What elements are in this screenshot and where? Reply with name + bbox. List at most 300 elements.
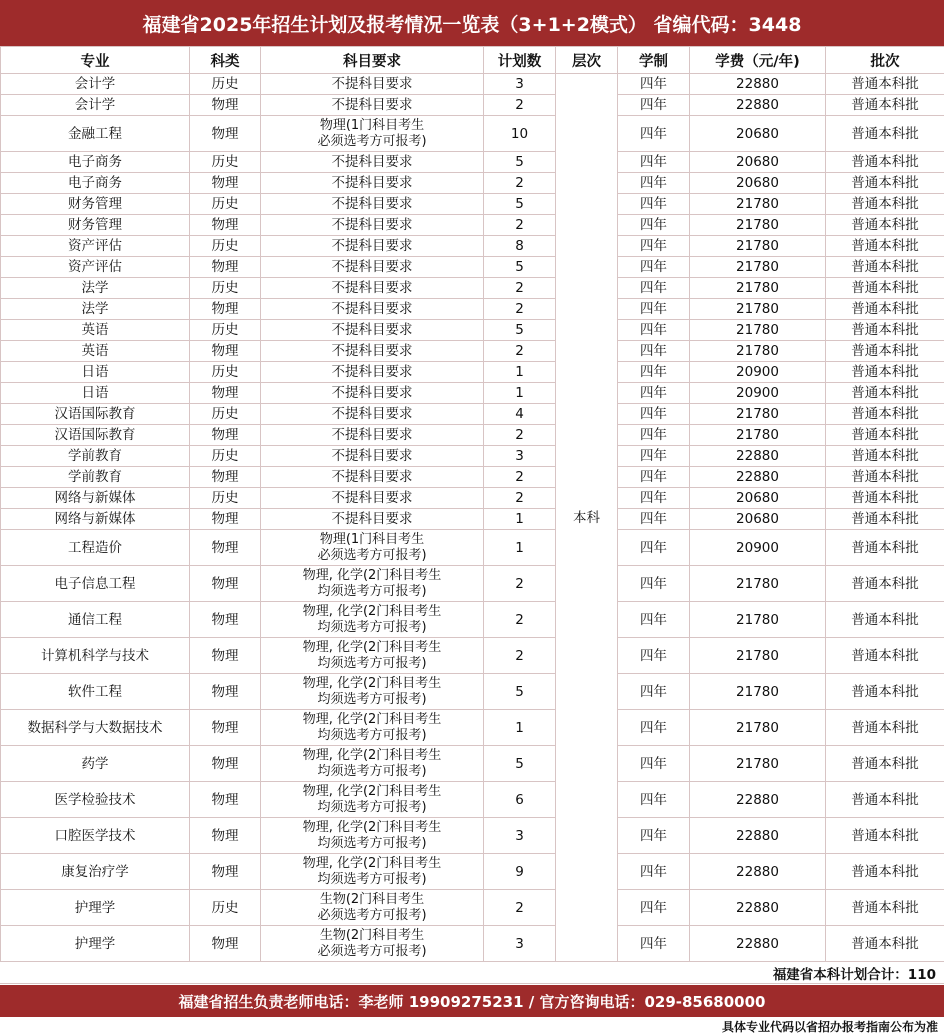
cell-subject: 历史 — [190, 890, 261, 926]
cell-plan: 9 — [484, 854, 556, 890]
cell-years: 四年 — [618, 566, 690, 602]
cell-major: 网络与新媒体 — [1, 488, 190, 509]
cell-plan: 3 — [484, 818, 556, 854]
cell-years: 四年 — [618, 194, 690, 215]
cell-major: 口腔医学技术 — [1, 818, 190, 854]
requirement-text — [261, 820, 483, 852]
cell-plan: 5 — [484, 320, 556, 341]
cell-subject: 物理 — [190, 710, 261, 746]
table-row — [1, 602, 944, 638]
cell-plan: 5 — [484, 746, 556, 782]
cell-years: 四年 — [618, 215, 690, 236]
cell-subject: 历史 — [190, 362, 261, 383]
cell-requirement: 不提科目要求 — [261, 74, 484, 95]
cell-requirement — [261, 746, 484, 782]
cell-batch: 普通本科批 — [826, 425, 944, 446]
requirement-line: 均须选考方可报考) — [317, 871, 427, 887]
cell-major: 医学检验技术 — [1, 782, 190, 818]
cell-subject: 物理 — [190, 854, 261, 890]
header-major: 专业 — [1, 47, 190, 74]
cell-level: 本科 — [556, 74, 618, 962]
cell-batch: 普通本科批 — [826, 602, 944, 638]
table-row — [1, 890, 944, 926]
cell-major: 学前教育 — [1, 446, 190, 467]
cell-plan: 4 — [484, 404, 556, 425]
table-row — [1, 257, 944, 278]
cell-subject: 历史 — [190, 446, 261, 467]
requirement-line: 均须选考方可报考) — [317, 727, 427, 743]
cell-major: 汉语国际教育 — [1, 425, 190, 446]
table-row — [1, 710, 944, 746]
table-row — [1, 383, 944, 404]
cell-batch: 普通本科批 — [826, 215, 944, 236]
cell-plan: 3 — [484, 446, 556, 467]
cell-major: 财务管理 — [1, 194, 190, 215]
page-title: 福建省2025年招生计划及报考情况一览表（3+1+2模式） 省编代码：3448 — [0, 0, 944, 46]
cell-years: 四年 — [618, 236, 690, 257]
cell-years: 四年 — [618, 818, 690, 854]
cell-plan: 6 — [484, 782, 556, 818]
table-row — [1, 173, 944, 194]
cell-requirement: 不提科目要求 — [261, 194, 484, 215]
cell-years: 四年 — [618, 710, 690, 746]
cell-plan: 2 — [484, 425, 556, 446]
cell-requirement — [261, 782, 484, 818]
requirement-line: 物理, 化学(2门科目考生 — [302, 567, 442, 583]
table-row — [1, 278, 944, 299]
cell-major: 金融工程 — [1, 116, 190, 152]
table-row — [1, 341, 944, 362]
cell-requirement: 不提科目要求 — [261, 341, 484, 362]
cell-subject: 物理 — [190, 215, 261, 236]
table-row — [1, 446, 944, 467]
cell-requirement: 不提科目要求 — [261, 404, 484, 425]
cell-years: 四年 — [618, 74, 690, 95]
cell-plan: 5 — [484, 194, 556, 215]
cell-years: 四年 — [618, 95, 690, 116]
cell-plan: 1 — [484, 383, 556, 404]
cell-plan: 1 — [484, 530, 556, 566]
cell-fee: 21780 — [690, 566, 826, 602]
cell-major: 电子信息工程 — [1, 566, 190, 602]
cell-subject: 物理 — [190, 674, 261, 710]
cell-batch: 普通本科批 — [826, 674, 944, 710]
cell-years: 四年 — [618, 362, 690, 383]
cell-plan: 2 — [484, 890, 556, 926]
table-row — [1, 425, 944, 446]
cell-major: 药学 — [1, 746, 190, 782]
requirement-text — [261, 676, 483, 708]
header-subject: 科类 — [190, 47, 261, 74]
requirement-line: 物理, 化学(2门科目考生 — [302, 711, 442, 727]
cell-batch: 普通本科批 — [826, 278, 944, 299]
cell-fee: 21780 — [690, 674, 826, 710]
cell-major: 英语 — [1, 341, 190, 362]
cell-requirement: 不提科目要求 — [261, 320, 484, 341]
cell-requirement: 不提科目要求 — [261, 467, 484, 488]
cell-plan: 10 — [484, 116, 556, 152]
cell-requirement — [261, 116, 484, 152]
cell-requirement — [261, 890, 484, 926]
cell-plan: 2 — [484, 602, 556, 638]
requirement-text — [261, 532, 483, 564]
cell-batch: 普通本科批 — [826, 782, 944, 818]
requirement-line: 物理, 化学(2门科目考生 — [302, 819, 442, 835]
cell-requirement: 不提科目要求 — [261, 509, 484, 530]
cell-requirement — [261, 854, 484, 890]
cell-major: 会计学 — [1, 95, 190, 116]
cell-subject: 物理 — [190, 425, 261, 446]
cell-plan: 1 — [484, 509, 556, 530]
cell-batch: 普通本科批 — [826, 236, 944, 257]
cell-batch: 普通本科批 — [826, 152, 944, 173]
cell-requirement: 不提科目要求 — [261, 488, 484, 509]
table-row — [1, 926, 944, 962]
cell-major: 电子商务 — [1, 173, 190, 194]
cell-batch: 普通本科批 — [826, 854, 944, 890]
requirement-line: 均须选考方可报考) — [317, 691, 427, 707]
cell-major: 工程造价 — [1, 530, 190, 566]
cell-batch: 普通本科批 — [826, 95, 944, 116]
cell-subject: 历史 — [190, 278, 261, 299]
cell-major: 英语 — [1, 320, 190, 341]
cell-plan: 8 — [484, 236, 556, 257]
table-row — [1, 215, 944, 236]
cell-subject: 物理 — [190, 602, 261, 638]
cell-years: 四年 — [618, 152, 690, 173]
requirement-line: 物理, 化学(2门科目考生 — [302, 747, 442, 763]
cell-plan: 5 — [484, 257, 556, 278]
cell-requirement — [261, 566, 484, 602]
requirement-line: 均须选考方可报考) — [317, 655, 427, 671]
table-row — [1, 467, 944, 488]
requirement-line: 物理, 化学(2门科目考生 — [302, 855, 442, 871]
total-summary: 福建省本科计划合计：110 — [0, 962, 944, 984]
cell-subject: 历史 — [190, 152, 261, 173]
requirement-line: 均须选考方可报考) — [317, 835, 427, 851]
cell-requirement — [261, 530, 484, 566]
table-row — [1, 488, 944, 509]
table-row — [1, 95, 944, 116]
cell-batch: 普通本科批 — [826, 194, 944, 215]
cell-plan: 2 — [484, 278, 556, 299]
cell-fee: 21780 — [690, 236, 826, 257]
table-row — [1, 746, 944, 782]
cell-years: 四年 — [618, 926, 690, 962]
cell-major: 计算机科学与技术 — [1, 638, 190, 674]
cell-batch: 普通本科批 — [826, 467, 944, 488]
cell-fee: 21780 — [690, 341, 826, 362]
requirement-line: 必须选考方可报考) — [317, 547, 427, 563]
requirement-line: 生物(2门科目考生 — [319, 891, 425, 907]
cell-batch: 普通本科批 — [826, 320, 944, 341]
cell-plan: 2 — [484, 95, 556, 116]
header-plan: 计划数 — [484, 47, 556, 74]
cell-major: 会计学 — [1, 74, 190, 95]
cell-major: 法学 — [1, 299, 190, 320]
cell-fee: 22880 — [690, 446, 826, 467]
cell-requirement: 不提科目要求 — [261, 173, 484, 194]
requirement-line: 必须选考方可报考) — [317, 133, 427, 149]
cell-batch: 普通本科批 — [826, 446, 944, 467]
cell-fee: 21780 — [690, 638, 826, 674]
cell-years: 四年 — [618, 488, 690, 509]
cell-fee: 21780 — [690, 257, 826, 278]
cell-major: 汉语国际教育 — [1, 404, 190, 425]
requirement-line: 物理, 化学(2门科目考生 — [302, 603, 442, 619]
cell-subject: 物理 — [190, 383, 261, 404]
table-row — [1, 236, 944, 257]
table-row — [1, 674, 944, 710]
cell-requirement: 不提科目要求 — [261, 152, 484, 173]
cell-fee: 21780 — [690, 194, 826, 215]
cell-batch: 普通本科批 — [826, 299, 944, 320]
cell-fee: 22880 — [690, 782, 826, 818]
cell-major: 通信工程 — [1, 602, 190, 638]
cell-requirement: 不提科目要求 — [261, 383, 484, 404]
requirement-text — [261, 892, 483, 924]
cell-requirement: 不提科目要求 — [261, 299, 484, 320]
table-row — [1, 782, 944, 818]
cell-requirement — [261, 602, 484, 638]
cell-plan: 2 — [484, 566, 556, 602]
table-row — [1, 854, 944, 890]
cell-subject: 物理 — [190, 530, 261, 566]
cell-batch: 普通本科批 — [826, 710, 944, 746]
requirement-text — [261, 784, 483, 816]
requirement-text — [261, 640, 483, 672]
cell-plan: 1 — [484, 362, 556, 383]
cell-subject: 物理 — [190, 299, 261, 320]
table-row — [1, 530, 944, 566]
table-row — [1, 566, 944, 602]
cell-years: 四年 — [618, 746, 690, 782]
cell-major: 数据科学与大数据技术 — [1, 710, 190, 746]
cell-requirement: 不提科目要求 — [261, 446, 484, 467]
cell-subject: 物理 — [190, 566, 261, 602]
cell-subject: 物理 — [190, 173, 261, 194]
requirement-line: 均须选考方可报考) — [317, 619, 427, 635]
requirement-line: 生物(2门科目考生 — [319, 927, 425, 943]
cell-major: 日语 — [1, 383, 190, 404]
cell-fee: 22880 — [690, 926, 826, 962]
cell-years: 四年 — [618, 173, 690, 194]
enrollment-plan-table — [0, 46, 944, 962]
cell-subject: 物理 — [190, 467, 261, 488]
requirement-line: 均须选考方可报考) — [317, 763, 427, 779]
table-row — [1, 818, 944, 854]
table-row — [1, 74, 944, 95]
cell-requirement — [261, 710, 484, 746]
contact-bar: 福建省招生负责老师电话：李老师 19909275231 / 官方咨询电话：029-85680000 — [0, 985, 944, 1017]
cell-fee: 21780 — [690, 215, 826, 236]
cell-major: 康复治疗学 — [1, 854, 190, 890]
cell-batch: 普通本科批 — [826, 746, 944, 782]
cell-subject: 物理 — [190, 746, 261, 782]
cell-years: 四年 — [618, 446, 690, 467]
cell-years: 四年 — [618, 674, 690, 710]
cell-major: 护理学 — [1, 890, 190, 926]
cell-requirement: 不提科目要求 — [261, 278, 484, 299]
cell-batch: 普通本科批 — [826, 362, 944, 383]
requirement-line: 必须选考方可报考) — [317, 943, 427, 959]
table-row — [1, 116, 944, 152]
cell-major: 日语 — [1, 362, 190, 383]
requirement-text — [261, 928, 483, 960]
requirement-text — [261, 118, 483, 150]
cell-fee: 21780 — [690, 425, 826, 446]
cell-years: 四年 — [618, 383, 690, 404]
cell-subject: 历史 — [190, 236, 261, 257]
header-years: 学制 — [618, 47, 690, 74]
header-fee: 学费（元/年) — [690, 47, 826, 74]
cell-batch: 普通本科批 — [826, 173, 944, 194]
cell-fee: 20900 — [690, 530, 826, 566]
cell-requirement: 不提科目要求 — [261, 362, 484, 383]
cell-subject: 历史 — [190, 404, 261, 425]
cell-subject: 历史 — [190, 320, 261, 341]
cell-major: 学前教育 — [1, 467, 190, 488]
cell-requirement: 不提科目要求 — [261, 236, 484, 257]
cell-fee: 22880 — [690, 818, 826, 854]
table-row — [1, 299, 944, 320]
table-row — [1, 362, 944, 383]
cell-plan: 2 — [484, 488, 556, 509]
cell-subject: 物理 — [190, 116, 261, 152]
cell-fee: 21780 — [690, 320, 826, 341]
requirement-line: 物理, 化学(2门科目考生 — [302, 639, 442, 655]
cell-fee: 20680 — [690, 152, 826, 173]
cell-fee: 20680 — [690, 116, 826, 152]
cell-fee: 21780 — [690, 746, 826, 782]
cell-subject: 历史 — [190, 194, 261, 215]
cell-fee: 22880 — [690, 95, 826, 116]
cell-years: 四年 — [618, 530, 690, 566]
cell-major: 资产评估 — [1, 236, 190, 257]
cell-plan: 2 — [484, 299, 556, 320]
cell-batch: 普通本科批 — [826, 926, 944, 962]
cell-requirement: 不提科目要求 — [261, 425, 484, 446]
cell-years: 四年 — [618, 425, 690, 446]
cell-subject: 历史 — [190, 488, 261, 509]
cell-batch: 普通本科批 — [826, 257, 944, 278]
cell-plan: 2 — [484, 467, 556, 488]
header-requirement: 科目要求 — [261, 47, 484, 74]
cell-fee: 20900 — [690, 383, 826, 404]
table-body — [1, 74, 944, 962]
cell-fee: 22880 — [690, 74, 826, 95]
cell-requirement — [261, 818, 484, 854]
cell-fee: 22880 — [690, 890, 826, 926]
cell-major: 护理学 — [1, 926, 190, 962]
requirement-text — [261, 604, 483, 636]
cell-batch: 普通本科批 — [826, 818, 944, 854]
cell-batch: 普通本科批 — [826, 116, 944, 152]
cell-plan: 2 — [484, 638, 556, 674]
cell-batch: 普通本科批 — [826, 383, 944, 404]
cell-years: 四年 — [618, 602, 690, 638]
cell-fee: 21780 — [690, 710, 826, 746]
cell-major: 资产评估 — [1, 257, 190, 278]
requirement-line: 物理, 化学(2门科目考生 — [302, 783, 442, 799]
cell-subject: 物理 — [190, 638, 261, 674]
cell-fee: 20680 — [690, 509, 826, 530]
cell-years: 四年 — [618, 404, 690, 425]
header-batch: 批次 — [826, 47, 944, 74]
cell-years: 四年 — [618, 278, 690, 299]
cell-subject: 物理 — [190, 926, 261, 962]
cell-years: 四年 — [618, 299, 690, 320]
cell-batch: 普通本科批 — [826, 566, 944, 602]
cell-major: 电子商务 — [1, 152, 190, 173]
cell-batch: 普通本科批 — [826, 488, 944, 509]
requirement-line: 物理(1门科目考生 — [319, 531, 425, 547]
cell-years: 四年 — [618, 638, 690, 674]
header-level: 层次 — [556, 47, 618, 74]
table-row — [1, 194, 944, 215]
cell-years: 四年 — [618, 257, 690, 278]
requirement-line: 物理(1门科目考生 — [319, 117, 425, 133]
cell-fee: 20900 — [690, 362, 826, 383]
cell-requirement — [261, 674, 484, 710]
cell-years: 四年 — [618, 854, 690, 890]
cell-subject: 物理 — [190, 95, 261, 116]
cell-batch: 普通本科批 — [826, 74, 944, 95]
cell-plan: 2 — [484, 341, 556, 362]
cell-plan: 5 — [484, 674, 556, 710]
footnote: 具体专业代码以省招办报考指南公布为准 — [721, 1019, 938, 1034]
cell-fee: 21780 — [690, 602, 826, 638]
cell-plan: 5 — [484, 152, 556, 173]
cell-years: 四年 — [618, 509, 690, 530]
cell-years: 四年 — [618, 890, 690, 926]
cell-requirement: 不提科目要求 — [261, 95, 484, 116]
cell-years: 四年 — [618, 467, 690, 488]
cell-fee: 22880 — [690, 854, 826, 890]
cell-fee: 22880 — [690, 467, 826, 488]
cell-subject: 物理 — [190, 818, 261, 854]
cell-major: 法学 — [1, 278, 190, 299]
cell-subject: 物理 — [190, 257, 261, 278]
cell-requirement: 不提科目要求 — [261, 215, 484, 236]
requirement-line: 必须选考方可报考) — [317, 907, 427, 923]
cell-years: 四年 — [618, 341, 690, 362]
table-row — [1, 404, 944, 425]
cell-fee: 21780 — [690, 299, 826, 320]
cell-major: 网络与新媒体 — [1, 509, 190, 530]
cell-requirement: 不提科目要求 — [261, 257, 484, 278]
requirement-text — [261, 712, 483, 744]
cell-plan: 2 — [484, 215, 556, 236]
requirement-line: 均须选考方可报考) — [317, 583, 427, 599]
cell-subject: 历史 — [190, 74, 261, 95]
cell-batch: 普通本科批 — [826, 404, 944, 425]
cell-subject: 物理 — [190, 509, 261, 530]
cell-subject: 物理 — [190, 782, 261, 818]
cell-fee: 20680 — [690, 488, 826, 509]
cell-years: 四年 — [618, 116, 690, 152]
requirement-text — [261, 568, 483, 600]
cell-batch: 普通本科批 — [826, 890, 944, 926]
requirement-line: 均须选考方可报考) — [317, 799, 427, 815]
cell-batch: 普通本科批 — [826, 509, 944, 530]
cell-major: 财务管理 — [1, 215, 190, 236]
requirement-text — [261, 856, 483, 888]
cell-batch: 普通本科批 — [826, 530, 944, 566]
table-row — [1, 509, 944, 530]
cell-fee: 21780 — [690, 404, 826, 425]
cell-batch: 普通本科批 — [826, 341, 944, 362]
